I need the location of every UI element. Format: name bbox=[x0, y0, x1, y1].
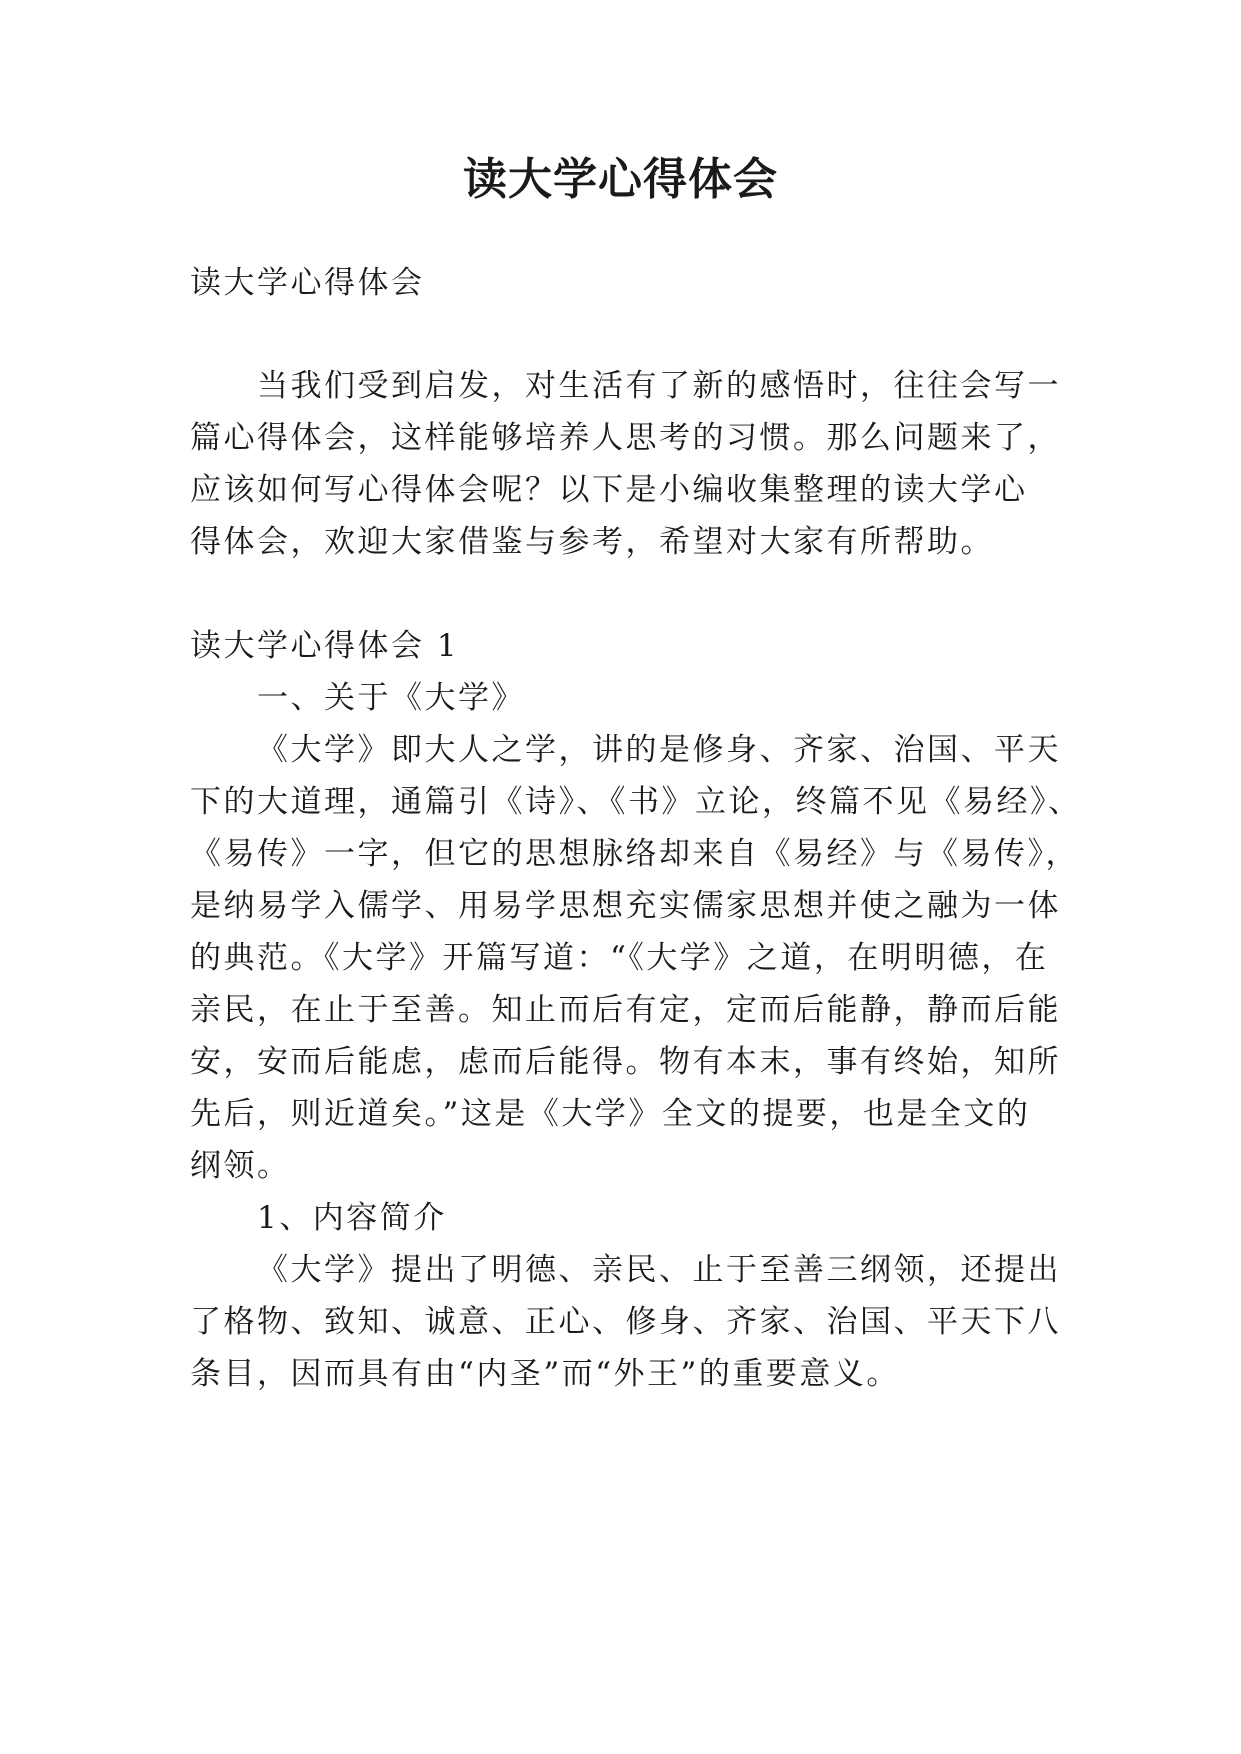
document-title: 读大学心得体会 bbox=[463, 154, 778, 205]
paragraph-line: 纲领。 bbox=[190, 1148, 291, 1184]
intro-line: 当我们受到启发，对生活有了新的感悟时，往往会写一 bbox=[257, 368, 1061, 404]
paragraph-line: 亲民，在止于至善。知止而后有定，定而后能静，静而后能 bbox=[190, 992, 1061, 1028]
paragraph-line: 《大学》提出了明德、亲民、止于至善三纲领，还提出 bbox=[257, 1252, 1061, 1288]
intro-line: 得体会，欢迎大家借鉴与参考，希望对大家有所帮助。 bbox=[190, 524, 994, 560]
section-heading: 读大学心得体会 1 bbox=[190, 628, 460, 664]
subsection-heading: 1、内容简介 bbox=[257, 1200, 447, 1236]
intro-line: 应该如何写心得体会呢？以下是小编收集整理的读大学心 bbox=[190, 472, 1028, 508]
paragraph-line: 《易传》一字，但它的思想脉络却来自《易经》与《易传》， bbox=[190, 836, 1079, 872]
paragraph-line: 的典范。《大学》开篇写道：“《大学》之道，在明明德，在 bbox=[190, 940, 1049, 976]
paragraph-line: 是纳易学入儒学、用易学思想充实儒家思想并使之融为一体 bbox=[190, 888, 1061, 924]
paragraph-line: 安，安而后能虑，虑而后能得。物有本末，事有终始，知所 bbox=[190, 1044, 1061, 1080]
paragraph-line: 条目，因而具有由“内圣”而“外王”的重要意义。 bbox=[190, 1356, 900, 1392]
paragraph-line: 下的大道理，通篇引《诗》、《书》立论，终篇不见《易经》、 bbox=[190, 784, 1082, 820]
paragraph-line: 先后，则近道矣。”这是《大学》全文的提要，也是全文的 bbox=[190, 1096, 1031, 1132]
paragraph-line: 《大学》即大人之学，讲的是修身、齐家、治国、平天 bbox=[257, 732, 1061, 768]
paragraph-line: 了格物、致知、诚意、正心、修身、齐家、治国、平天下八 bbox=[190, 1304, 1061, 1340]
intro-line: 篇心得体会，这样能够培养人思考的习惯。那么问题来了， bbox=[190, 420, 1061, 456]
subsection-heading: 一、关于《大学》 bbox=[257, 680, 525, 716]
document-subtitle: 读大学心得体会 bbox=[190, 265, 425, 301]
